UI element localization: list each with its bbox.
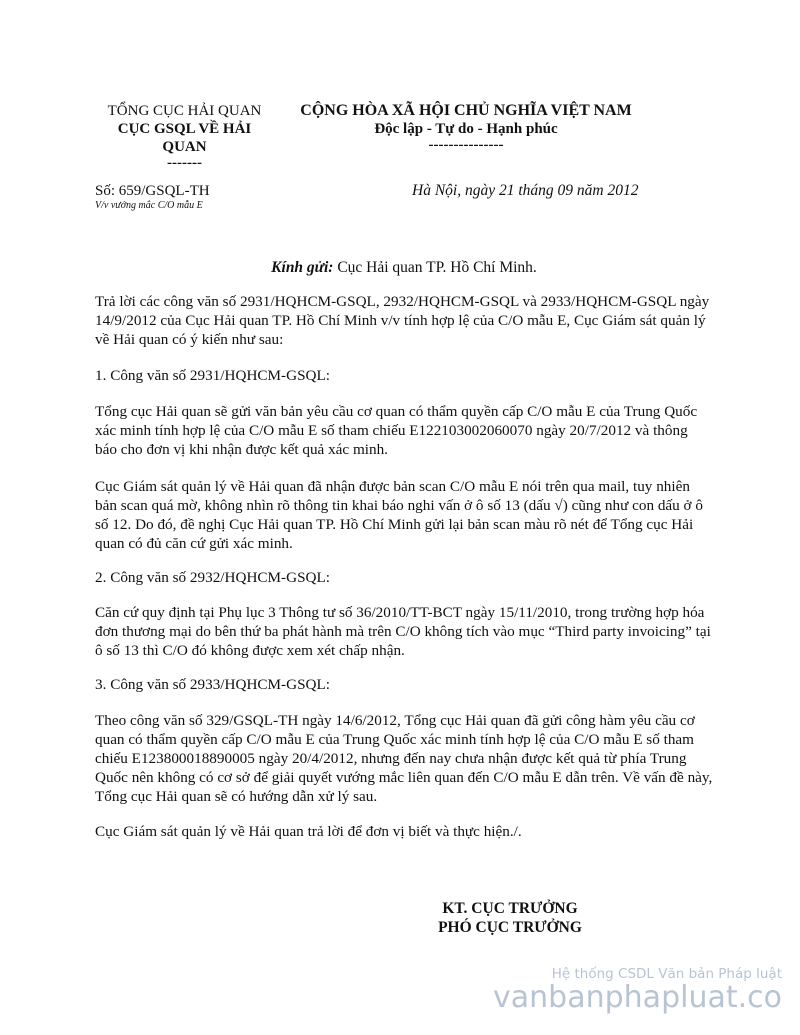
signature-block <box>400 899 620 937</box>
section-2-paragraph-1: Căn cứ quy định tại Phụ lục 3 Thông tư số 36/2010/TT-BCT ngày 15/11/2010, trong trường hợp hóa đơn thương mại do bên thứ ba phát hành mà trên C/O không tích vào mục “Third party invoicing” tại ô số 13 thì C/O đó không được xem xét chấp nhận. <box>95 604 711 659</box>
section-3-title: 3. Công văn số 2933/HQHCM-GSQL: <box>95 676 330 693</box>
closing-paragraph: Cục Giám sát quản lý về Hải quan trả lời để đơn vị biết và thực hiện./. <box>95 823 522 840</box>
section-3-paragraph-1: Theo công văn số 329/GSQL-TH ngày 14/6/2012, Tổng cục Hải quan đã gửi công hàm yêu cầu cơ quan có thẩm quyền cấp C/O mẫu E của Trung Quốc xác minh tính hợp lệ của C/O mẫu E số tham chiếu E123800018890005 ngày 20/4/2012, nhưng đến nay chưa nhận được kết quả từ phía Trung Quốc nên không có cơ sở để giải quyết vướng mắc liên quan đến C/O mẫu E dẫn trên. Về vấn đề này, Tổng cục Hải quan sẽ có hướng dẫn xử lý sau. <box>95 712 713 805</box>
section-1-paragraph-1: Tổng cục Hải quan sẽ gửi văn bản yêu cầu cơ quan có thẩm quyền cấp C/O mẫu E của Trung Quốc xác minh tính hợp lệ của C/O mẫu E số tham chiếu E122103002060070 ngày 20/7/2012 và thông báo cho đơn vị khi nhận được kết quả xác minh. <box>95 403 698 458</box>
section-1-paragraph-2: Cục Giám sát quản lý về Hải quan đã nhận được bản scan C/O mẫu E nói trên qua mail, tuy nhiên bản scan quá mờ, không nhìn rõ thông tin khai báo nghi vấn ở ô số 13 (dấu √) cũng như con dấu ở ô số 12. Do đó, đề nghị Cục Hải quan TP. Hồ Chí Minh gửi lại bản scan màu rõ nét để Tổng cục Hải quan có đủ căn cứ gửi xác minh. <box>95 478 703 552</box>
issuer-separator: ------- <box>167 155 202 171</box>
signature-role: PHÓ CỤC TRƯỞNG <box>438 919 582 936</box>
motto-separator: --------------- <box>428 137 504 153</box>
watermark-caption: Hệ thống CSDL Văn bản Pháp luật <box>551 966 782 982</box>
document-subject: V/v vướng mắc C/O mẫu E <box>95 200 203 211</box>
recipient-name: Cục Hải quan TP. Hồ Chí Minh. <box>337 259 537 276</box>
intro-paragraph: Trả lời các công văn số 2931/HQHCM-GSQL, 2932/HQHCM-GSQL và 2933/HQHCM-GSQL ngày 14/9/2012 của Cục Hải quan TP. Hồ Chí Minh v/v tính hợp lệ của C/O mẫu E, Cục Giám sát quản lý về Hải quan có ý kiến như sau: <box>95 293 710 348</box>
issuer-agency-line1: CỤC GSQL VỀ HẢI <box>117 121 252 137</box>
watermark-site: vanbanphapluat.co <box>493 980 782 1015</box>
recipient-line <box>95 258 713 277</box>
section-1-title: 1. Công văn số 2931/HQHCM-GSQL: <box>95 367 330 384</box>
issuer-parent-agency: TỔNG CỤC HẢI QUAN <box>107 103 262 119</box>
national-motto-block <box>272 102 660 152</box>
issuer-agency-line2: QUAN <box>162 139 207 155</box>
document-number: Số: 659/GSQL-TH <box>95 183 210 199</box>
recipient-label: Kính gửi: <box>271 259 334 276</box>
section-2-title: 2. Công văn số 2932/HQHCM-GSQL: <box>95 569 330 586</box>
country-name: CỘNG HÒA XÃ HỘI CHỦ NGHĨA VIỆT NAM <box>300 102 632 119</box>
issuer-block <box>92 102 277 170</box>
signature-title: KT. CỤC TRƯỞNG <box>442 900 578 917</box>
place-date: Hà Nội, ngày 21 tháng 09 năm 2012 <box>412 182 639 199</box>
national-motto: Độc lập - Tự do - Hạnh phúc <box>374 121 558 137</box>
